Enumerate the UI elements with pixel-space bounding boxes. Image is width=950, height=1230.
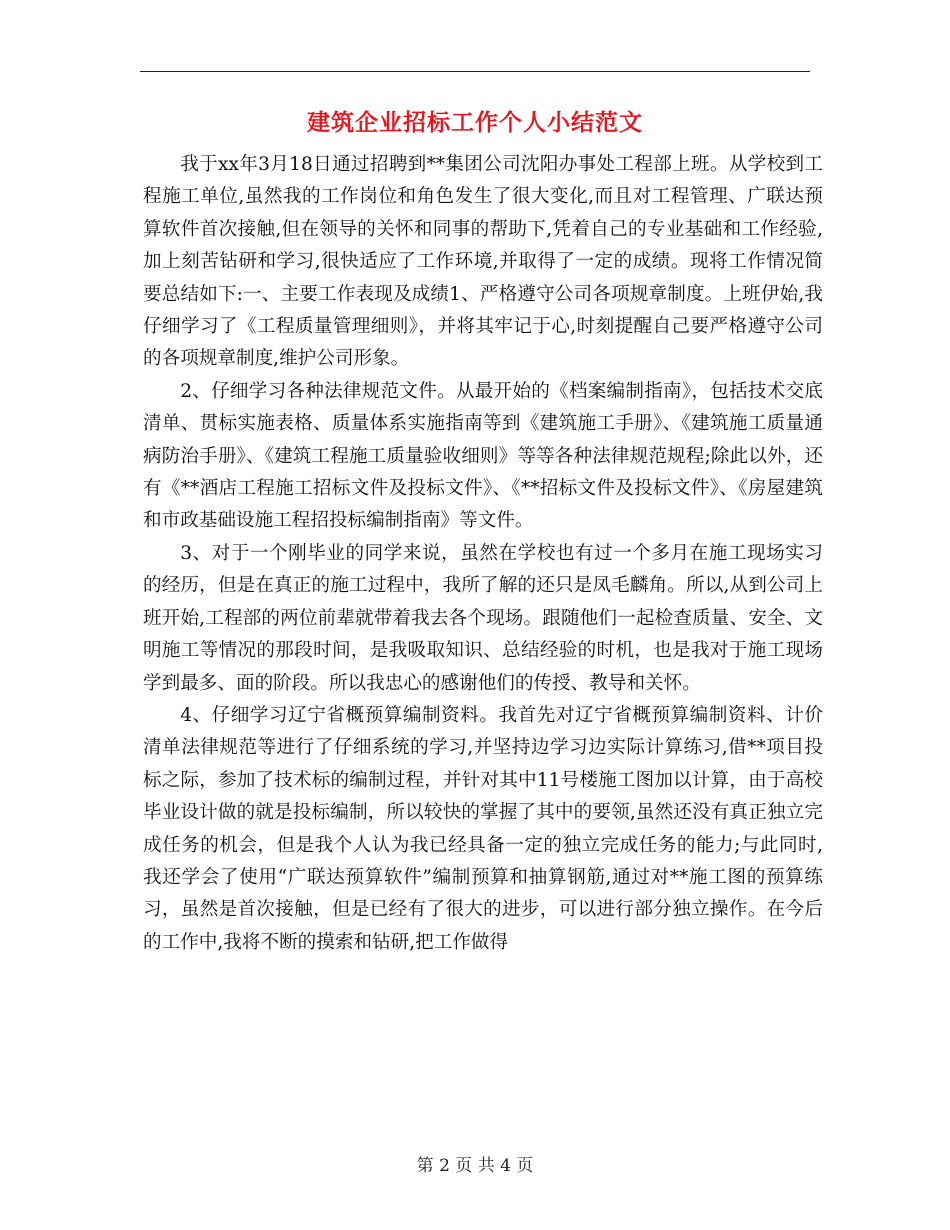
- header-rule: [140, 71, 810, 72]
- paragraph-3: 3、对于一个刚毕业的同学来说，虽然在学校也有过一个多月在施工现场实习的经历，但是在真正的施工过程中，我所了解的还只是凤毛麟角。所以,从到公司上班开始,工程部的两位前辈就带着我去各个现场。跟随他们一起检查质量、安全、文明施工等情况的那段时间，是我吸取知识、总结经验的时机，也是我对于施工现场学到最多、面的阶段。所以我忠心的感谢他们的传授、教导和关怀。: [143, 542, 823, 694]
- document-title: 建筑企业招标工作个人小结范文: [307, 109, 643, 136]
- page-number: 第 2 页 共 4 页: [416, 1156, 534, 1176]
- paragraph-4: 4、仔细学习辽宁省概预算编制资料。我首先对辽宁省概预算编制资料、计价清单法律规范等进行了仔细系统的学习,并坚持边学习边实际计算练习,借**项目投标之际，参加了技术标的编制过程，并针对其中11号楼施工图加以计算，由于高校毕业设计做的就是投标编制，所以较快的掌握了其中的要领,虽然还没有真正独立完成任务的机会，但是我个人认为我已经具备一定的独立完成任务的能力;与此同时,我还学会了使用“广联达预算软件”编制预算和抽算钢筋,通过对**施工图的预算练习，虽然是首次接触，但是已经有了很大的进步，可以进行部分独立操作。在今后的工作中,我将不断的摸索和钻研,把工作做得: [143, 704, 823, 953]
- paragraph-2: 2、仔细学习各种法律规范文件。从最开始的《档案编制指南》，包括技术交底清单、贯标实施表格、质量体系实施指南等到《建筑施工手册》、《建筑施工质量通病防治手册》、《建筑工程施工质量验收细则》等等各种法律规范规程;除此以外，还有《**酒店工程施工招标文件及投标文件》、《**招标文件及投标文件》、《房屋建筑和市政基础设施工程招投标编制指南》等文件。: [143, 380, 823, 532]
- paragraph-1: 我于xx年3月18日通过招聘到**集团公司沈阳办事处工程部上班。从学校到工程施工单位,虽然我的工作岗位和角色发生了很大变化,而且对工程管理、广联达预算软件首次接触,但在领导的关怀和同事的帮助下,凭着自己的专业基础和工作经验,加上刻苦钻研和学习,很快适应了工作环境,并取得了一定的成绩。现将工作情况简要总结如下:一、主要工作表现及成绩1、严格遵守公司各项规章制度。上班伊始,我仔细学习了《工程质量管理细则》，并将其牢记于心,时刻提醒自己要严格遵守公司的各项规章制度,维护公司形象。: [143, 154, 823, 370]
- document-body: [143, 149, 823, 959]
